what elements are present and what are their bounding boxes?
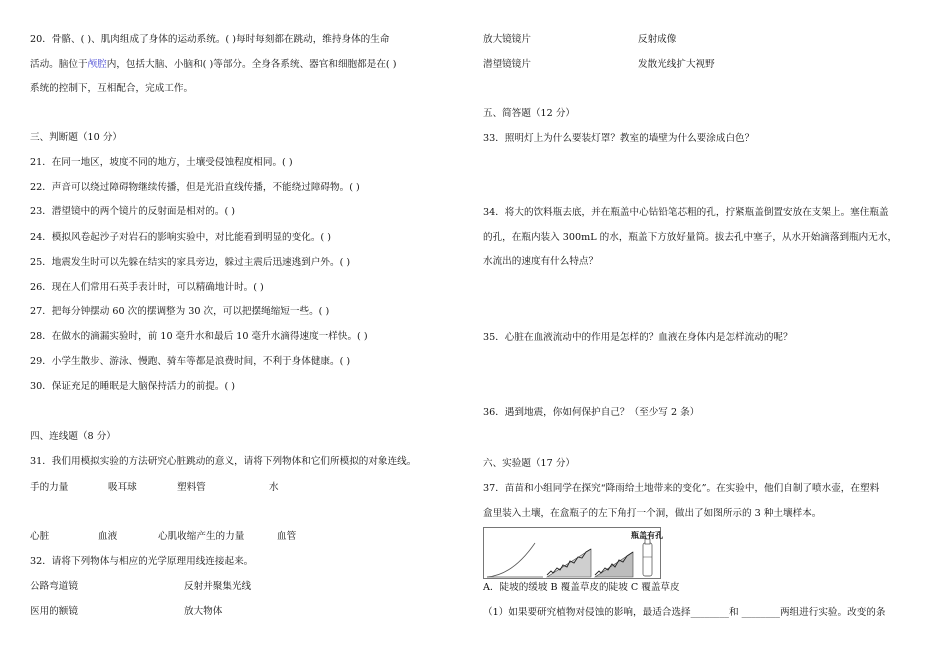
q31-top-item: 吸耳球 xyxy=(108,482,137,493)
q34-line: 水流出的速度有什么特点？ xyxy=(483,256,599,267)
q33-prompt: 33．照明灯上为什么要装灯罩？教室的墙壁为什么要涂成白色？ xyxy=(483,133,755,144)
q32-principle: 反射成像 xyxy=(638,34,677,45)
q35-prompt: 35．心脏在血液流动中的作用是怎样的？血液在身体内是怎样流动的呢？ xyxy=(483,332,793,343)
q20-line2 xyxy=(30,59,396,71)
q20-line1: 20．骨骼、( )、肌肉组成了身体的运动系统。( )每时每刻都在跳动，维持身体的生命 xyxy=(30,34,390,45)
q20-line2-b: 内，包括大脑、小脑和( )等部分。全身各系统、器官和细胞都是在( ) xyxy=(106,59,397,70)
q32-object: 医用的额镜 xyxy=(30,606,78,617)
figure-caption: A．陡坡的缓坡 B 覆盖草皮的陡坡 C 覆盖草皮 xyxy=(483,582,680,593)
q34-line: 的孔，在瓶内装入 300mL 的水，瓶盖下方放好量筒。拔去孔中塞子，从水开始滴落到瓶内无水， xyxy=(483,232,898,243)
q37-sub1: （1）如果要研究植物对侵蚀的影响，最适合选择________和 ________两组进行实验。改变的条 xyxy=(483,607,886,618)
q31-bottom-item: 心脏 xyxy=(30,531,50,542)
judgment-28: 28．在做水的滴漏实验时，前 10 毫升水和最后 10 毫升水滴得速度一样快。( ) xyxy=(30,331,368,342)
q20-highlight-word: 颅腔 xyxy=(87,59,107,70)
q31-prompt: 31．我们用模拟实验的方法研究心脏跳动的意义，请将下列物体和它们所模拟的对象连线。 xyxy=(30,456,417,467)
judgment-26: 26．现在人们常用石英手表计时，可以精确地计时。( ) xyxy=(30,282,264,293)
q20-line3: 系统的控制下，互相配合，完成工作。 xyxy=(30,83,194,94)
q36-prompt: 36．遇到地震，你如何保护自己？（至少写 2 条） xyxy=(483,407,700,418)
figure-label: 瓶盖有孔 xyxy=(631,530,663,540)
q31-top-item: 水 xyxy=(269,482,279,493)
soil-samples-figure xyxy=(483,527,661,579)
q32-principle: 发散光线扩大视野 xyxy=(638,59,715,70)
judgment-27: 27．把每分钟摆动 60 次的摆调整为 30 次，可以把摆绳缩短一些。( ) xyxy=(30,306,330,317)
q32-object: 潜望镜镜片 xyxy=(483,59,531,70)
judgment-30: 30．保证充足的睡眠是大脑保持活力的前提。( ) xyxy=(30,381,236,392)
judgment-29: 29．小学生散步、游泳、慢跑、骑车等都是浪费时间，不利于身体健康。( ) xyxy=(30,356,351,367)
section6-title: 六、实验题（17 分） xyxy=(483,458,576,469)
q37-line: 37．苗苗和小组同学在探究“降雨给土地带来的变化”。在实验中，他们自制了喷水壶，在塑料 xyxy=(483,483,880,494)
q32-object: 放大镜镜片 xyxy=(483,34,531,45)
q31-bottom-item: 血液 xyxy=(98,531,118,542)
section3-title: 三、判断题（10 分） xyxy=(30,132,123,143)
judgment-25: 25．地震发生时可以先躲在结实的家具旁边，躲过主震后迅速逃到户外。( ) xyxy=(30,257,351,268)
q32-prompt: 32．请将下列物体与相应的光学原理用线连接起来。 xyxy=(30,556,254,567)
section5-title: 五、简答题（12 分） xyxy=(483,108,576,119)
q31-top-item: 塑料管 xyxy=(177,482,206,493)
judgment-24: 24．模拟风卷起沙子对岩石的影响实验中，对比能看到明显的变化。( ) xyxy=(30,232,331,243)
q34-line: 34．将大的饮料瓶去底，并在瓶盖中心钻铅笔芯粗的孔，拧紧瓶盖倒置安放在支架上。塞住瓶盖 xyxy=(483,207,889,218)
q31-bottom-item: 血管 xyxy=(277,531,297,542)
q31-top-item: 手的力量 xyxy=(30,482,69,493)
judgment-22: 22．声音可以绕过障碍物继续传播，但是光沿直线传播，不能绕过障碍物。( ) xyxy=(30,182,360,193)
section4-title: 四、连线题（8 分） xyxy=(30,431,116,442)
q32-object: 公路弯道镜 xyxy=(30,581,78,592)
q20-line2-a: 活动。脑位于 xyxy=(30,59,88,70)
judgment-21: 21．在同一地区，坡度不同的地方，土壤受侵蚀程度相同。( ) xyxy=(30,157,293,168)
judgment-23: 23．潜望镜中的两个镜片的反射面是相对的。( ) xyxy=(30,206,236,217)
q32-principle: 反射并聚集光线 xyxy=(184,581,252,592)
q37-line: 盒里装入土壤，在盒瓶子的左下角打一个洞，做出了如图所示的 3 种土壤样本。 xyxy=(483,508,822,519)
q32-principle: 放大物体 xyxy=(184,606,223,617)
q31-bottom-item: 心肌收缩产生的力量 xyxy=(158,531,245,542)
